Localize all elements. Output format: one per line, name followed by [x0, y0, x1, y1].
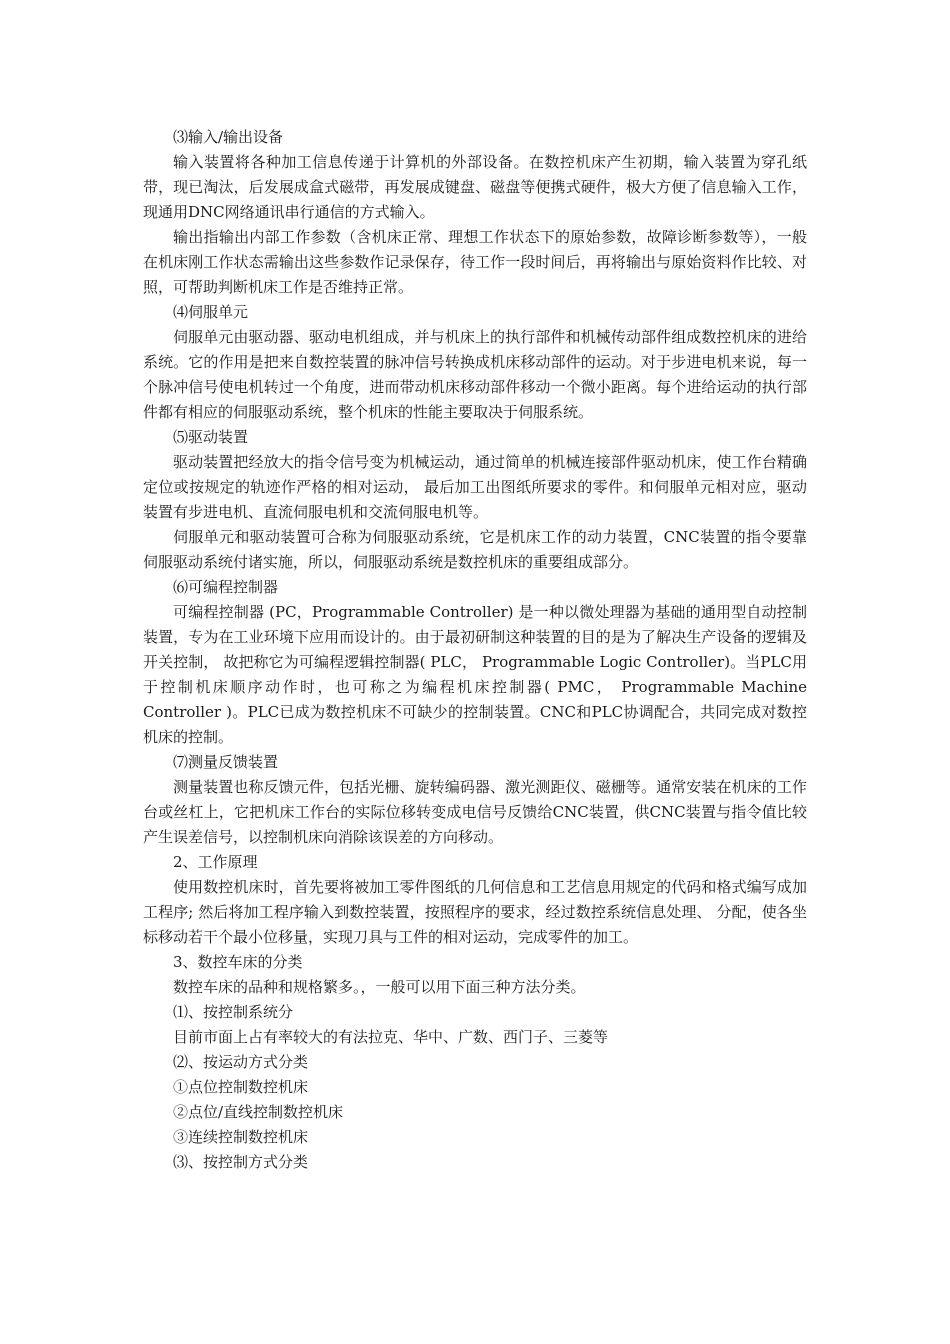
list-item-point-line-control: ②点位/直线控制数控机床 — [173, 1103, 344, 1121]
section-heading-feedback: ⑺测量反馈装置 — [173, 753, 279, 771]
paragraph-servo-drive-system: 伺服单元和驱动装置可合称为伺服驱动系统，它是机床工作的动力装置，CNC装置的指令要靠伺服驱动系统付诸实施，所以，伺服驱动系统是数控机床的重要组成部分。 — [143, 528, 807, 571]
section-heading-drive-device: ⑸驱动装置 — [173, 428, 249, 446]
section-heading-plc: ⑹可编程控制器 — [173, 578, 279, 596]
paragraph-feedback: 测量装置也称反馈元件，包括光栅、旋转编码器、激光测距仪、磁栅等。通常安装在机床的工作台或丝杠上，它把机床工作台的实际位移转变成电信号反馈给CNC装置，供CNC装置与指令值比较产生误差信号，以控制机床向消除该误差的方向移动。 — [143, 778, 807, 846]
paragraph-classification: 数控车床的品种和规格繁多。，一般可以用下面三种方法分类。 — [173, 978, 586, 996]
paragraph-working-principle: 使用数控机床时，首先要将被加工零件图纸的几何信息和工艺信息用规定的代码和格式编写成加工程序; 然后将加工程序输入到数控装置，按照程序的要求，经过数控系统信息处理、 分配，使各坐标移动若干个最小位移量，实现刀具与工件的相对运动，完成零件的加工。 — [143, 878, 807, 946]
section-heading-classification: 3、数控车床的分类 — [173, 953, 303, 971]
list-item-point-control: ①点位控制数控机床 — [173, 1078, 309, 1096]
paragraph-output-devices: 输出指输出内部工作参数（含机床正常、理想工作状态下的原始参数，故障诊断参数等），一般在机床刚工作状态需输出这些参数作记录保存，待工作一段时间后，再将输出与原始资料作比较、对照，可帮助判断机床工作是否维持正常。 — [143, 228, 807, 296]
paragraph-drive-device: 驱动装置把经放大的指令信号变为机械运动，通过简单的机械连接部件驱动机床，使工作台精确定位或按规定的轨迹作严格的相对运动， 最后加工出图纸所要求的零件。和伺服单元相对应，驱动装置有步进电机、直流伺服电机和交流伺服电机等。 — [143, 453, 807, 521]
document-page — [143, 125, 807, 1175]
subheading-by-control-method: ⑶、按控制方式分类 — [173, 1153, 309, 1171]
section-heading-working-principle: 2、工作原理 — [173, 853, 258, 871]
list-item-continuous-control: ③连续控制数控机床 — [173, 1128, 309, 1146]
subheading-by-control-system: ⑴、按控制系统分 — [173, 1003, 294, 1021]
subheading-by-motion: ⑵、按运动方式分类 — [173, 1053, 309, 1071]
paragraph-servo-unit: 伺服单元由驱动器、驱动电机组成，并与机床上的执行部件和机械传动部件组成数控机床的进给系统。它的作用是把来自数控装置的脉冲信号转换成机床移动部件的运动。对于步进电机来说，每一个脉冲信号使电机转过一个角度，进而带动机床移动部件移动一个微小距离。每个进给运动的执行部件都有相应的伺服驱动系统，整个机床的性能主要取决于伺服系统。 — [143, 328, 807, 421]
section-heading-io-devices: ⑶输入/输出设备 — [173, 128, 284, 146]
paragraph-input-devices: 输入装置将各种加工信息传递于计算机的外部设备。在数控机床产生初期，输入装置为穿孔纸带，现已淘汰，后发展成盒式磁带，再发展成键盘、磁盘等便携式硬件，极大方便了信息输入工作，现通用DNC网络通讯串行通信的方式输入。 — [143, 153, 807, 221]
paragraph-plc: 可编程控制器 (PC，Programmable Controller) 是一种以微处理器为基础的通用型自动控制装置，专为在工业环境下应用而设计的。由于最初研制这种装置的目的是为了解决生产设备的逻辑及开关控制， 故把称它为可编程逻辑控制器( PLC， Programmable Logic Controller)。当PLC用于控制机床顺序动作时，也可称之为编程机床控制器( PMC， Programmable Machine Controller )。PLC已成为数控机床不可缺少的控制装置。CNC和PLC协调配合，共同完成对数控机床的控制。 — [143, 603, 807, 746]
paragraph-by-control-system: 目前市面上占有率较大的有法拉克、华中、广数、西门子、三菱等 — [173, 1028, 609, 1046]
section-heading-servo-unit: ⑷伺服单元 — [173, 303, 249, 321]
